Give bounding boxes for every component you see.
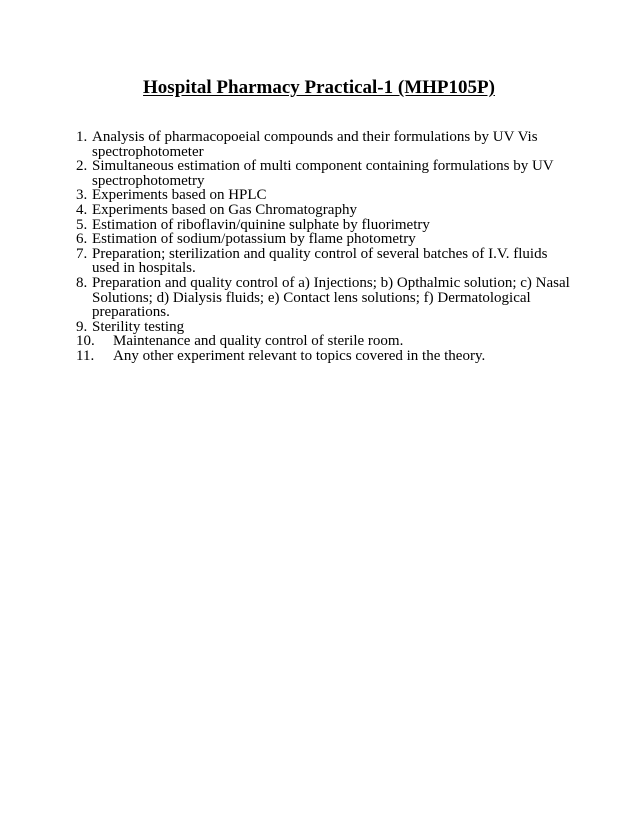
item-text: Simultaneous estimation of multi component containing formulations by UV spectrophotometry xyxy=(92,158,554,189)
list-item xyxy=(76,218,576,233)
item-number: 1. xyxy=(76,129,88,145)
practical-list xyxy=(76,130,576,364)
list-item xyxy=(76,188,576,203)
list-item xyxy=(76,159,576,188)
list-item xyxy=(76,130,576,159)
list-item xyxy=(76,349,576,364)
item-number: 5. xyxy=(76,216,88,233)
item-text: Analysis of pharmacopoeial compounds and their formulations by UV Vis spectrophotometer xyxy=(92,129,538,160)
item-text: Any other experiment relevant to topics covered in the theory. xyxy=(113,347,486,364)
item-text: Estimation of sodium/potassium by flame photometry xyxy=(92,231,416,248)
item-text: Experiments based on HPLC xyxy=(92,187,267,204)
item-number: 11. xyxy=(76,347,95,364)
list-item xyxy=(76,334,576,349)
item-text: Preparation and quality control of a) Injections; b) Opthalmic solution; c) Nasal Solutions; d) Dialysis fluids; e) Contact lens solutions; f) Dermatological preparations. xyxy=(92,274,570,321)
item-number: 10. xyxy=(76,333,95,350)
item-text: Preparation; sterilization and quality control of several batches of I.V. fluids used in hospitals. xyxy=(92,245,548,277)
item-number: 6. xyxy=(76,231,88,248)
item-number: 9. xyxy=(76,318,88,335)
item-number: 3. xyxy=(76,187,88,204)
item-number: 4. xyxy=(76,201,88,218)
item-number: 2. xyxy=(76,158,88,175)
item-number: 7. xyxy=(76,245,88,262)
item-text: Sterility testing xyxy=(92,318,185,335)
document-title: Hospital Pharmacy Practical-1 (MHP105P) xyxy=(143,77,495,98)
list-item xyxy=(76,320,576,335)
list-item xyxy=(76,203,576,218)
list-item xyxy=(76,247,576,276)
list-item xyxy=(76,232,576,247)
item-text: Estimation of riboflavin/quinine sulphate by fluorimetry xyxy=(92,216,430,233)
item-number: 8. xyxy=(76,274,88,291)
item-text: Experiments based on Gas Chromatography xyxy=(92,201,357,218)
item-text: Maintenance and quality control of sterile room. xyxy=(113,333,404,350)
list-item xyxy=(76,276,576,320)
